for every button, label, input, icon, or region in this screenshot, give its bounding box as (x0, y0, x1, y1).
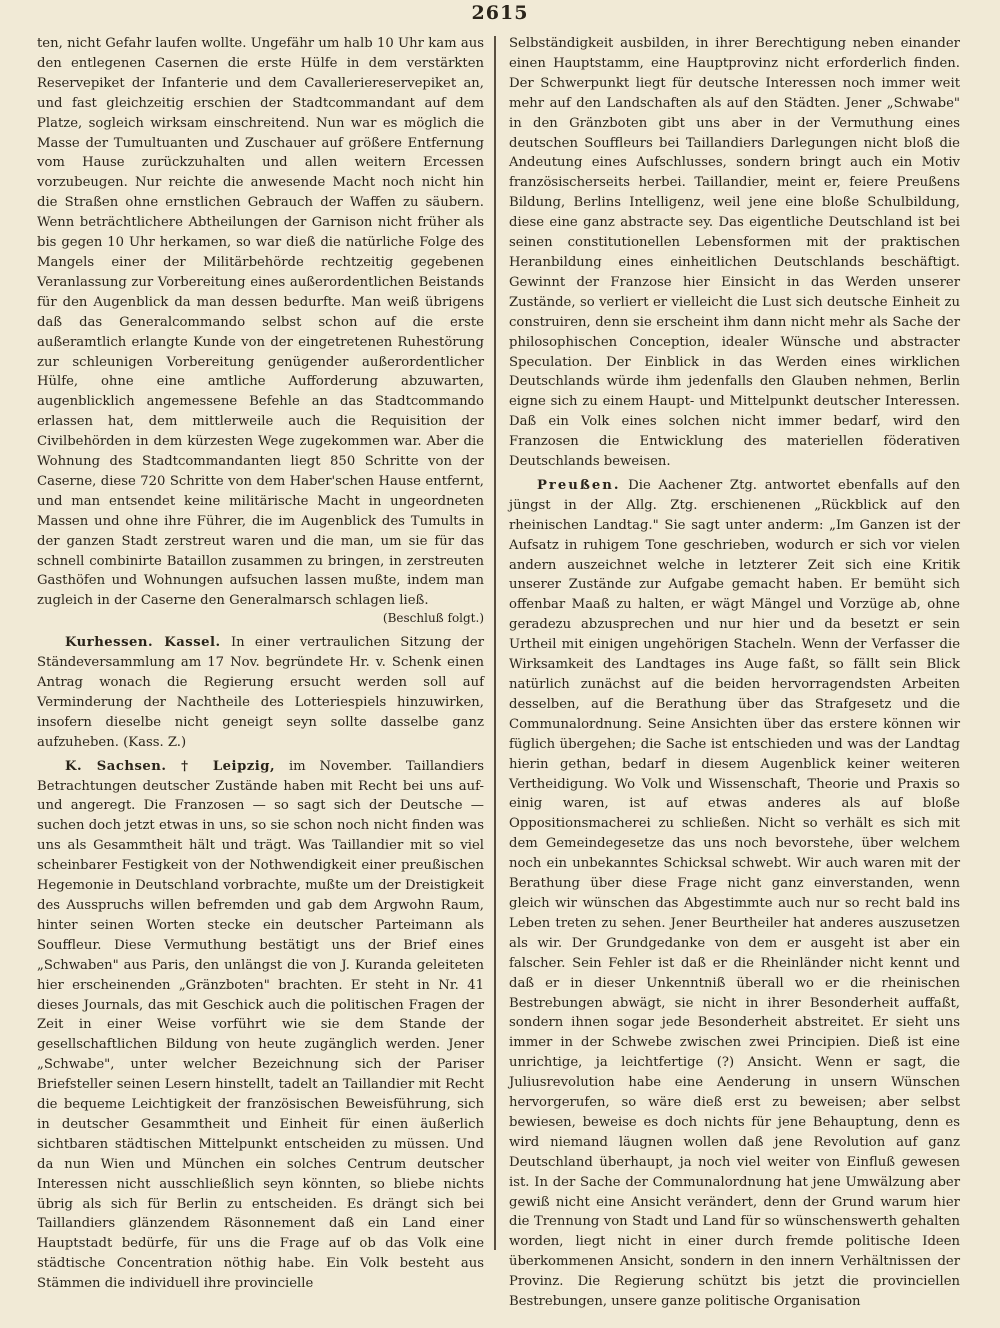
article-preussen (509, 476, 960, 1312)
left-column (37, 34, 484, 1294)
section-heading-sachsen: K. Sachsen. † Leipzig, (65, 758, 276, 774)
article-sachsen-body: im November. Taillandiers Betrachtungen deutscher Zustände haben mit Recht bei uns auf- und angeregt. Die Franzosen — so sagt sich der Deutsche — suchen doch jetzt etwas in uns, so sie schon noch nicht finden was uns als Gesammtheit hält und trägt. Was Taillandier mit so viel scheinbarer Festigkeit von der Nothwendigkeit einer preußischen Hegemonie in Deutschland vorbrachte, mußte um der Dreistigkeit des Ausspruchs willen befremden und gab dem Argwohn Raum, hinter seinen Worten stecke ein deutscher Parteimann als Souffleur. Diese Vermuthung bestätigt uns der Brief eines „Schwaben" aus Paris, den unlängst die von J. Kuranda geleiteten hier erscheinenden „Gränzboten" brachten. Er steht in Nr. 41 dieses Journals, das mit Geschick auch die politischen Fragen der Zeit in einer Weise vorführt wie sie dem Stande der gesellschaftlichen Bildung von heute zugänglich werden. Jener „Schwabe", unter welcher Bezeichnung sich der Pariser Briefsteller seinen Lesern hinstellt, tadelt an Taillandier mit Recht die bequeme Leichtigkeit der französischen Beweisführung, sich in deutscher Gesammtheit und Einheit für einen äußerlich sichtbaren städtischen Mittelpunkt entscheiden zu müssen. Und da nun Wien und München ein solches Centrum deutscher Interessen nicht ausschließlich seyn könnten, so bliebe nichts übrig als sich für Berlin zu entscheiden. Es drängt sich bei Taillandiers glänzendem Räsonnement daß ein Land einer Hauptstadt bedürfe, für uns die Frage auf ob das Volk eine städtische Concentration nöthig habe. Ein Volk besteht aus Stämmen die individuell ihre provincielle (37, 758, 484, 1292)
article-sachsen (37, 757, 484, 1294)
article-kurhessen (37, 633, 484, 752)
article-preussen-body: Die Aachener Ztg. antwortet ebenfalls auf den jüngst in der Allg. Ztg. erschienenen „Rückblick auf den rheinischen Landtag." Sie sagt unter anderm: „Im Ganzen ist der Aufsatz in ruhigem Tone geschrieben, wodurch er sich vor vielen andern auszeichnet welche in letzterer Zeit sich eine Kritik unserer Zustände zur Aufgabe gemacht haben. Er bemüht sich offenbar Maaß zu halten, er wägt Mängel und Vorzüge ab, ohne geradezu abzusprechen und nur hier und da besetzt er sein Urtheil mit einigen ungehörigen Stacheln. Wenn der Verfasser die Wirksamkeit des Landtages ins Auge faßt, so fällt sein Blick natürlich zunächst auf die beiden hervorragendsten Arbeiten desselben, auf die Berathung über das Strafgesetz und die Communalordnung. Seine Ansichten über das erstere können wir füglich übergehen; die Sache ist entschieden und was der Landtag hierin gethan, bedarf in diesem Augenblick keiner weiteren Vertheidigung. Wo Volk und Wissenschaft, Theorie und Praxis so einig waren, ist auf etwas anderes als auf bloße Oppositionsmacherei zu schließen. Nicht so verhält es sich mit dem Gemeindegesetze das uns noch bevorstehe, über welchem noch ein unbekanntes Schicksal schwebt. Wir auch waren mit der Berathung über diese Frage nicht ganz einverstanden, wenn gleich wir wünschen das Abgestimmte auch nur so recht bald ins Leben treten zu sehen. Jener Beurtheiler hat anderes auszusetzen als wir. Der Grundgedanke von dem er ausgeht ist aber ein falscher. Sein Fehler ist daß er die Rheinländer nicht kennt und daß er in dieser Unkenntniß überall wo er die rheinischen Bestrebungen abwägt, sie nicht in ihrer Besonderheit auffaßt, sondern ihnen sogar jede Besonderheit abstreitet. Er sieht uns immer in der Schwebe zwischen zwei Principien. Dieß ist eine unrichtige, ja leichtfertige (?) Ansicht. Wenn er sagt, die Juliusrevolution habe eine Aenderung in unsern Wünschen hervorgerufen, so wäre dieß erst zu beweisen; aber selbst bewiesen, beweise es doch nichts für jene Behauptung, denn es wird niemand läugnen wollen daß jene Revolution auf ganz Deutschland überhaupt, ja noch viel weiter von Einfluß gewesen ist. In der Sache der Communalordnung hat jene Umwälzung aber gewiß nicht eine Ansicht verändert, denn der Grund warum hier die Trennung von Stadt und Land für so wünschenswerth gehalten worden, liegt nicht in einer durch fremde politische Ideen überkommenen Ansicht, sondern in den innern Verhältnissen der Provinz. Die Regierung schützt bis jetzt die provinciellen Bestrebungen, unsere ganze politische Organisation (509, 477, 960, 1310)
section-heading-kurhessen: Kurhessen. Kassel. (65, 635, 221, 651)
column-divider (494, 36, 496, 1250)
right-column (509, 34, 960, 1312)
article-kurhessen-body: In einer vertraulichen Sitzung der Ständeversammlung am 17 Nov. begründete Hr. v. Schenk einen Antrag wonach die Regierung ersucht werden soll auf Verminderung der Nachtheile des Lotteriespiels hinzuwirken, insofern dieselbe nicht geneigt seyn sollte dasselbe ganz aufzuheben. (Kass. Z.) (37, 635, 485, 750)
page-number: 2615 (471, 2, 529, 24)
continuation-note: (Beschluß folgt.) (382, 611, 484, 626)
article-continuation: ten, nicht Gefahr laufen wollte. Ungefähr um halb 10 Uhr kam aus den entlegenen Casernen die erste Hülfe in dem verstärkten Reservepiket der Infanterie und dem Cavalleriereservepiket an, und fast gleichzeitig erschien der Stadtcommandant auf dem Platze, sogleich wirksam einschreitend. Nun war es möglich die Masse der Tumultuanten und Zuschauer auf größere Entfernung vom Hause zurückzuhalten und allen weitern Ercessen vorzubeugen. Nur reichte die anwesende Macht noch nicht hin die Straßen ohne ernstlichen Gebrauch der Waffen zu säubern. Wenn beträchtlichere Abtheilungen der Garnison nicht früher als bis gegen 10 Uhr herkamen, so war dieß die natürliche Folge des Mangels einer der Militärbehörde rechtzeitig gegebenen Veranlassung zur Vorbereitung eines außerordentlichen Beistands für den Augenblick da man dessen bedurfte. Man weiß übrigens daß das Generalcommando selbst schon auf die erste außeramtlich erlangte Kunde von der eingetretenen Ruhestörung zur schleunigen Vorbereitung genügender außerordentlicher Hülfe, ohne eine amtliche Aufforderung abzuwarten, augenblicklich angemessene Befehle an das Stadtcommando erlassen hat, dem mittlerweile auch die Requisition der Civilbehörden in dem kürzesten Wege zugekommen war. Aber die Wohnung des Stadtcommandanten liegt 850 Schritte von der Caserne, diese 720 Schritte von dem Haber'schen Hause entfernt, und man entsendet keine militärische Macht in ungeordneten Massen und ohne ihre Führer, die im Augenblick des Tumults in der ganzen Stadt zerstreut waren und die man, um sie für das schnell combinirte Bataillon zusammen zu bringen, in zerstreuten Gasthöfen und Wohnungen aufsuchen lassen mußte, indem man zugleich in der Caserne den Generalmarsch schlagen ließ. (37, 36, 484, 609)
section-heading-preussen: Preußen. (537, 477, 621, 493)
article-sachsen-continued: Selbständigkeit ausbilden, in ihrer Berechtigung neben einander einen Hauptstamm, eine Hauptprovinz nicht erforderlich finden. Der Schwerpunkt liegt für deutsche Interessen noch immer weit mehr auf den Landschaften als auf den Städten. Jener „Schwabe" in den Gränzboten gibt uns aber in der Vermuthung eines deutschen Souffleurs bei Taillandiers Darlegungen nicht bloß die Andeutung eines Aufschlusses, sondern bringt auch ein Motiv französischerseits herbei. Taillandier, meint er, feiere Preußens Bildung, Berlins Intelligenz, weil jene eine bloße Schulbildung, diese eine ganz abstracte sey. Das eigentliche Deutschland ist bei seinen constitutionellen Lebensformen mit der praktischen Heranbildung eines einheitlichen Deutschlands beschäftigt. Gewinnt der Franzose hier Einsicht in das Werden unserer Zustände, so verliert er vielleicht die Lust sich deutsche Einheit zu construiren, denn sie erscheint ihm dann nicht mehr als Sache der philosophischen Conception, idealer Wünsche und abstracter Speculation. Der Einblick in das Werden eines wirklichen Deutschlands würde ihm jedenfalls den Glauben nehmen, Berlin eigne sich zu einem Haupt- und Mittelpunkt deutscher Interessen. Daß ein Volk eines solchen nicht immer bedarf, wird den Franzosen die Entwicklung des materiellen föderativen Deutschlands beweisen. (509, 36, 960, 470)
